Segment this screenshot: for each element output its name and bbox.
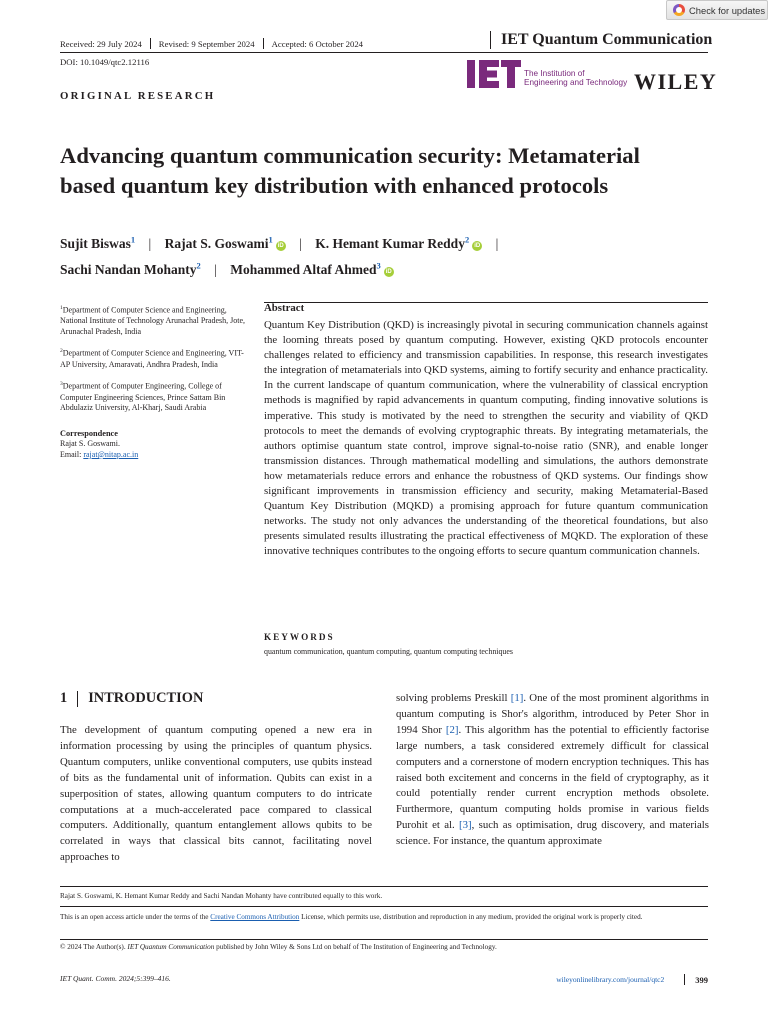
author-separator: | bbox=[299, 235, 302, 251]
divider bbox=[150, 38, 151, 49]
reference-link[interactable]: [1] bbox=[510, 692, 524, 704]
iet-name-line2: Engineering and Technology bbox=[524, 78, 628, 87]
correspondence-label: Correspondence bbox=[60, 428, 118, 438]
affiliation: $^2$Department of Computer Science and Engineering, VIT-AP University, Amaravati, Andhra Pradesh, India bbox=[60, 348, 244, 369]
divider bbox=[684, 974, 685, 985]
author[interactable]: Rajat S. Goswami$^1$iD bbox=[164, 234, 284, 251]
revised-date: Revised: 9 September 2024 bbox=[158, 38, 255, 49]
journal-title: IET Quantum Communication bbox=[490, 31, 712, 49]
intro-right-column: solving problems Preskill [1]. One of the most prominent algorithms in quantum computing is Shor's algorithm, introduced by Peter Shor in 1994 Shor [2]. This algorithm has the potential to efficiently factorise large numbers, a task considered extremely difficult for classical computers and a cornerstone of modern encryption techniques. This has raised both excitement and concerns in the field of cryptography, as it could potentially render current encryption methods obsolete. Furthermore, quantum computing holds promise in various fields Purohit et al. [3], such as optimisation, drug discovery, and materials science. For instance, the quantum approximate bbox=[396, 692, 709, 848]
orcid-icon[interactable]: iD bbox=[474, 242, 481, 249]
author[interactable]: K. Hemant Kumar Reddy$^2$iD bbox=[315, 234, 481, 251]
section-heading bbox=[60, 690, 203, 707]
section-number: 1 bbox=[60, 690, 68, 706]
page-number: 399 bbox=[695, 974, 708, 985]
page-footer-right bbox=[556, 974, 708, 985]
crossmark-icon bbox=[673, 4, 685, 16]
affiliation: $^1$Department of Computer Science and Engineering, National Institute of Technology Arunachal Pradesh, Jote, Arunachal Pradesh, India bbox=[60, 305, 246, 336]
footnote-rule bbox=[60, 886, 708, 887]
divider bbox=[77, 691, 78, 707]
email-link[interactable]: rajat@nitap.ac.in bbox=[83, 449, 139, 459]
check-for-updates-button[interactable] bbox=[666, 0, 768, 20]
journal-url[interactable]: wileyonlinelibrary.com/journal/qtc2 bbox=[556, 975, 665, 984]
iet-logo-icon bbox=[467, 60, 521, 88]
abstract-rule bbox=[264, 302, 708, 303]
reference-link[interactable]: [3] bbox=[459, 819, 472, 832]
correspondence-email: Email: rajat@nitap.ac.in bbox=[60, 449, 139, 459]
accepted-date: Accepted: 6 October 2024 bbox=[271, 38, 364, 49]
copyright-note: © 2024 The Author(s). IET Quantum Communication published by John Wiley & Sons Ltd on behalf of The Institution of Engineering and Technology. bbox=[60, 943, 497, 951]
check-for-updates-label: Check for updates bbox=[689, 4, 766, 16]
article-title bbox=[60, 141, 680, 201]
orcid-icon[interactable]: iD bbox=[277, 242, 284, 249]
author-line-2 bbox=[60, 255, 720, 282]
iet-name bbox=[524, 69, 627, 87]
page-footer bbox=[60, 974, 708, 988]
orcid-icon[interactable]: iD bbox=[385, 269, 392, 275]
footnote-divider bbox=[60, 906, 708, 907]
header-rule bbox=[60, 52, 708, 53]
doi[interactable]: DOI: 10.1049/qtc2.12116 bbox=[60, 57, 150, 67]
author[interactable]: Sujit Biswas$^1$ bbox=[60, 234, 136, 251]
keywords-text: quantum communication, quantum computing, quantum computing techniques bbox=[264, 647, 513, 656]
divider bbox=[263, 38, 264, 49]
received-date: Received: 29 July 2024 bbox=[60, 38, 142, 49]
citation: IET Quant. Comm. 2024;5:399–416. bbox=[60, 974, 171, 983]
abstract-heading: Abstract bbox=[264, 302, 305, 314]
article-title-line1: Advancing quantum communication security: Metamaterial bbox=[60, 143, 640, 168]
iet-logo bbox=[467, 60, 627, 88]
abstract-text: Quantum Key Distribution (QKD) is increasingly pivotal in securing communication channels against the looming threats posed by quantum computing. However, existing QKD protocols encounter challenges related to efficiency and transmission capabilities. In response, this research investigates the integration of metamaterials into QKD systems, aiming to fortify security and enhance practicality. In the current landscape of quantum communication, where the vulnerability of classical encryption methods is magnified by rapid advancements in quantum computing, finding innovative solutions is imperative. This study is motivated by the need to strengthen the security and viability of QKD protocols to meet the demands of evolving cryptographic threats. By integrating metamaterials, the authors optimise quantum state control, improve signal-to-noise ratio (SNR), and enable longer transmission distances. Through mathematical modelling and simulations, the authors demonstrate how metamaterials reduce errors and enhance the robustness of QKD systems. Our findings show significant improvements in transmission efficiency and security, making Metamaterial-Based Quantum Key Distribution (MQKD) a promising approach for future quantum communication networks. The study not only advances the understanding of the theoretical foundations, but also presents simulated results illustrating the practical effectiveness of MQKD. The exploration of these innovative techniques contributes to the ongoing efforts to secure quantum communication channels. bbox=[264, 319, 708, 558]
affiliation: $^3$Department of Computer Engineering, College of Computer Engineering Sciences, Prince Sattam Bin Abdulaziz University, Al-Kharj, Saudi Arabia bbox=[60, 381, 226, 413]
footnote-divider bbox=[60, 939, 708, 940]
author-list bbox=[60, 228, 720, 281]
reference-link[interactable]: [2] bbox=[445, 723, 459, 736]
article-title-line2: based quantum key distribution with enhanced protocols bbox=[60, 173, 609, 198]
affiliations-sidebar bbox=[60, 303, 250, 461]
author-separator: | bbox=[148, 235, 152, 251]
keywords-heading: KEYWORDS bbox=[264, 632, 335, 642]
author[interactable]: Mohammed Altaf Ahmed$^3$iD bbox=[230, 260, 392, 277]
author[interactable]: Sachi Nandan Mohanty$^2$ bbox=[60, 260, 201, 277]
article-type: ORIGINAL RESEARCH bbox=[60, 90, 216, 102]
iet-name-line1: The Institution of bbox=[524, 69, 585, 78]
wiley-logo: WILEY bbox=[634, 69, 718, 94]
article-dates bbox=[60, 38, 363, 49]
intro-left-column: The development of quantum computing opened a new era in information processing by using the principles of quantum physics. Quantum computers, unlike conventional computers, use qubits instead of bits as the fundamental unit of information. Qubits can exist in a superposition of states, allowing quantum computers to do intricate computations at a much-accelerated pace compared to classical computers. Additionally, quantum entanglement allows qubits to be correlated in ways that classical bits cannot, facilitating novel approaches to bbox=[60, 724, 372, 864]
license-link[interactable]: Creative Commons Attribution bbox=[210, 913, 300, 921]
correspondence-name: Rajat S. Goswami. bbox=[60, 439, 120, 449]
section-title: INTRODUCTION bbox=[88, 690, 204, 706]
author-separator: | bbox=[214, 262, 217, 277]
contribution-note: Rajat S. Goswami, K. Hemant Kumar Reddy and Sachi Nandan Mohanty have contributed equally to this work. bbox=[60, 892, 383, 900]
license-note: This is an open access article under the terms of the Creative Commons Attribution License, which permits use, distribution and reproduction in any medium, provided the original work is properly cited. bbox=[60, 913, 643, 921]
author-separator: | bbox=[495, 235, 499, 251]
author-line-1 bbox=[60, 228, 720, 255]
